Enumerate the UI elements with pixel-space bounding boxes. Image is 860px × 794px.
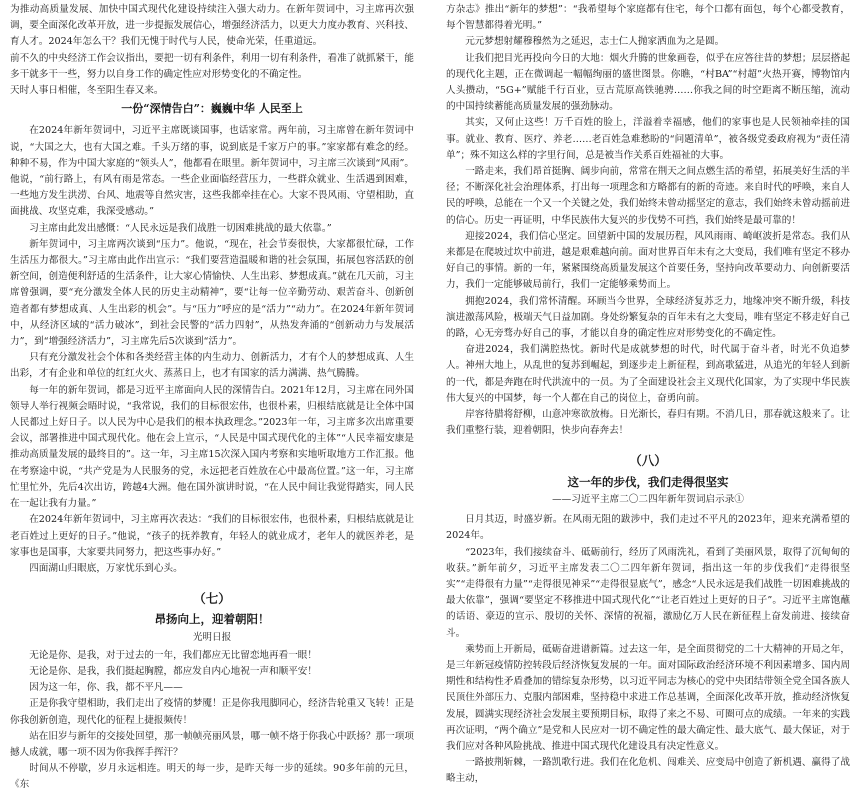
section-8-title: 这一年的步伐，我们走得很坚实	[567, 474, 729, 489]
right-paragraph-2: 元元梦想射耀穆穆然为之延迟，志士仁人抛家洒血为之是圆。	[465, 36, 725, 48]
lead-paragraph-4: 只有充分激发社会个体和各类经营主体的内生动力、创新活力，才有个人的梦想成真、人生出彩，才有企业和单位的红红火火、蒸蒸日上，也才有国家的活力满满、热气腾腾。	[10, 352, 414, 380]
lead-paragraph-3: 新年贺词中，习主席两次谈到“压力”。他说，“现在，社会节奏很快，大家都很忙碌，工作生活压力都很大。”习主席由此作出宣示：“我们要营造温暖和谐的社会氛围，拓展包容活跃的创新空间，创造便利舒适的生活条件，让大家心情愉快、人生出彩、梦想成真。”就在几天前，习主席曾强调，要“充分激发全体人民的历史主动精神”，要“让每一位辛勤劳动、艰苦奋斗、创新创造者都有梦想成真、人生出彩的机会”。与“压力”呼应的是“活力”“动力”。在2024年新年贺词中，从经济区域的“活力破冰”，到社会民警的“活力四射”，从热发奔涌的“创新动力与发展活力”，到“增强经济活力”，习主席先后5次谈到“活力”。	[10, 238, 414, 348]
section-7-title: 昂扬向上，迎着朝阳！	[154, 612, 270, 627]
left-column	[10, 2, 414, 791]
lead-section-title: 一份“深情告白”：巍巍中华 人民至上	[121, 102, 303, 116]
right-paragraph-6: 迎接2024，我们信心坚定。回望新中国的发展历程，风风雨雨、崎岖波折是常态。我们从来都是在爬坡过坎中前进，越是艰难越向前。面对世界百年未有之大变局，我们唯有坚定不移办好自己的事情。新的一年，紧紧围绕高质量发展这个首要任务，坚持向改革要动力、向创新要活力，我们一定能够破局前行，我们一定能够乘势而上。	[446, 230, 850, 291]
intro-paragraph-3: 天时人事日相催，冬至阳生春又来。	[10, 85, 164, 97]
section-7-paragraph-4: 正是你我守望相助，我们走出了疫情的梦魇！正是你我甩脚同心，经济告轮重又飞转！正是你我创新创造，现代化的征程上捷报频传！	[10, 698, 414, 726]
right-paragraph-4: 其实，又何止这些！万千百姓的脸上，洋溢着幸福感，他们的家事也是人民领袖牵挂的国事。就业、教育、医疗、养老……老百姓急难愁盼的“问题清单”，被各级党委政府视为“责任清单”；殊不知这么样的字里行间，总是被当作关系百姓福祉的大事。	[446, 117, 850, 161]
right-column	[446, 2, 850, 785]
lead-paragraph-7: 四面湖山归眼底，万家忧乐到心头。	[29, 562, 183, 574]
section-7-author: 光明日报	[192, 631, 232, 643]
section-7-paragraph-2: 无论是你、是我，我们挺起胸膛，都应发自内心地祝一声和顺平安！	[29, 665, 317, 677]
lead-paragraph-6: 在2024年新年贺词中，习主席再次表达：“我们的目标很宏伟，也很朴素，归根结底就是让老百姓过上更好的日子。”他说，“孩子的抚养教育，年轻人的就业成才，老年人的就医养老，是家事也是国事，大家要共同努力，把这些事办好。”	[10, 514, 414, 558]
section-8-paragraph-3: 乘势而上开新局，砥砺奋进谱新篇。过去这一年，是全面贯彻党的二十大精神的开局之年，是三年新冠疫情防控转段后经济恢复发展的一年。面对国际政治经济环境不利因素增多、国内周期性和结构性矛盾叠加的错综复杂形势，以习近平同志为核心的党中央团结带领全党全国各族人民顶住外部压力、克服内部困难，坚持稳中求进工作总基调，全面深化改革开放，推动经济恢复发展，圆满实现经济社会发展主要预期目标，取得了来之不易、可圈可点的成绩。一年来的实践再次证明，“两个确立”是党和人民应对一切不确定性的最大确定性、最大底气、最大保证，对于我们应对各种风险挑战、推进中国式现代化建设具有决定性意义。	[446, 643, 850, 752]
section-8-body	[446, 512, 850, 787]
right-paragraph-7: 拥抱2024，我们常怀清醒。环顾当今世界，全球经济复苏乏力，地缘冲突不断升级，科技演进激荡风险，极端天气日益加剧。身处纷繁复杂的百年未有之大变局，唯有坚定不移走好自己的路，心无旁骛办好自己的事，才能以自身的确定性应对形势变化的不确定性。	[446, 295, 850, 340]
lead-paragraph-2: 习主席由此发出感慨：“人民永远是我们战胜一切困难挑战的最大依靠。”	[29, 222, 332, 234]
lead-section-body	[10, 123, 414, 577]
right-paragraph-8: 奋进2024，我们满腔热忱。新时代是成就梦想的时代，时代属于奋斗者，时光不负追梦人。神州大地上，从乱世的复苏到崛起，到逐步走上新征程，到高歌猛进，从追光的年轻人到新的一代，都是奔跑在时代洪流中的一员。为了全面建设社会主义现代化国家，为了实现中华民族伟大复兴的中国梦，每一个人都在自己的岗位上，奋勇向前。	[446, 344, 850, 404]
right-paragraph-1: 方杂志》推出“新年的梦想”：“我希望每个家庭都有住宅，每个口都有面包，每个心都受教育，每个智慧都得着光明。”	[446, 4, 850, 32]
section-8-paragraph-2: “2023年，我们接续奋斗、砥砺前行，经历了风雨洗礼，看到了美丽风景，取得了沉甸甸的收获。”新年前夕，习近平主席发表二〇二四年新年贺词，指出这一年的步伐我们“走得很坚实”“走得很有力量”“走得很见神采”“走得很显底气”，感念“人民永远是我们战胜一切困难挑战的最大依靠”，强调“要坚定不移推进中国式现代化”“让老百姓过上更好的日子”。习近平主席饱蘸的话语、豪迈的宣示、殷切的关怀、深情的祝福，激励亿万人民在新征程上奋发前进、接续奋斗。	[446, 546, 850, 639]
section-8-number: （八）	[629, 453, 667, 469]
section-7-paragraph-1: 无论是你、是我，对于过去的一年，我们都应无比留恋地再看一眼！	[29, 649, 317, 661]
section-8-paragraph-1: 日月其迈，时盛岁新。在风雨无阻的跋涉中，我们走过不平凡的2023年，迎来充满希望的2024年。	[446, 514, 850, 542]
right-paragraph-9: 岸容待腊将舒柳，山意冲寒欲放梅。日光渐长，春归有期。不消几日，那春就这般来了。让我们重整行装，迎着朝阳，快步向春奔去！	[446, 409, 850, 437]
intro-block	[10, 2, 414, 99]
section-7-body	[10, 648, 414, 794]
section-7-paragraph-5: 站在旧岁与新年的交接处回望，那一帧帧亮丽风景，哪一帧不烙于你我心中跃扬？那一项项撼人成就，哪一项不因为你我挥手挥汗？	[10, 730, 414, 758]
right-top-block	[446, 2, 850, 439]
section-7-paragraph-6: 时间从不停歇，岁月永远相连。明天的每一步，是昨天每一步的延续。90多年前的元旦，《东	[10, 763, 414, 791]
intro-paragraph-2: 前不久的中央经济工作会议指出，要把一切有利条件，利用一切有利条件，看准了就抓紧干，能多干就多干一些，努力以自身工作的确定性应对形势变化的不确定性。	[10, 52, 414, 80]
section-8-paragraph-4: 一路披荆斩棘，一路凯歌行进。我们在化危机、闯难关、应变局中创造了新机遇、赢得了战略主动，	[446, 757, 850, 785]
right-paragraph-3: 让我们把目光再投向今日的大地：烟火升腾的世象画卷，似乎在应答往昔的梦想；层层搭起的现代化主题，正在微调起一幅幅绚丽的盛世图景。你瞧，“村BA”“村超”火热开赛，博物馆内人头攒动，“5G+”赋能千行百业，豆古荒原高铁驰骋……你我之间的时空距离不断压缩，流动的中国持续蓄能高质量发展的强劲脉动。	[446, 52, 850, 113]
section-7-number: （七）	[193, 591, 231, 607]
lead-paragraph-5: 每一年的新年贺词，都是习近平主席面向人民的深情告白。2021年12月，习主席在同外国领导人举行视频会晤时说，“我常说，我们的目标很宏伟，也很朴素，归根结底就是让全体中国人民都过上好日子。以人民为中心是我们的根本执政理念。”2023年一年，习主席多次出席重要会议，部署推进中国式现代化。他在会上宣示，“人民是中国式现代化的主体”“人民幸福安康是推动高质量发展的最终目的”。这一年，习主席15次深入国内考察和实地听取地方工作汇报。他在考察途中说，“共产党是为人民服务的党，永远把老百姓放在心中最高位置。”这一年，习主席忙里忙外，先后4次出访，跨越4大洲。他在国外演讲时说，“在人民中间让我觉得踏实，同人民在一起让我有力量。”	[10, 384, 414, 510]
section-7-paragraph-3: 因为这一年，你、我，都不平凡——	[29, 682, 183, 694]
lead-paragraph-1: 在2024年新年贺词中，习近平主席既谈国事，也话家常。两年前，习主席曾在新年贺词中说，“大国之大，也有大国之难。千头万绪的事，说到底是千家万户的事。”家家都有难念的经。种种不易，作为中国大家庭的“领头人”，他都看在眼里。新年贺词中，习主席三次谈到“风雨”。他说，“前行路上，有风有雨是常态。一些企业面临经营压力，一些群众就业、生活遇到困难，一些地方发生洪涝、台风、地震等自然灾害，这些我都牵挂在心。大家不畏风雨、守望相助，直面挑战、攻坚克难，我深受感动。”	[10, 125, 414, 218]
right-paragraph-5: 一路走来，我们昂首挺胸、阔步向前，常常在荆天之间点燃生活的希望，拓展美好生活的半径；不断深化社会治理体系，打出每一项理念和方略都有的新的奇迹。来自时代的呼唤，来自人民的呼唤，总能在一个又一个关键之处，我们始终未曾动摇坚定的意志，我们始终未曾动摇前进的信心。历史一再证明，中华民族伟大复兴的步伐势不可挡，我们始终是最可靠的！	[446, 166, 850, 226]
section-8-subtitle: ——习近平主席二〇二四年新年贺词启示录①	[552, 493, 744, 505]
intro-paragraph-1: 为推动高质量发展、加快中国式现代化建设持续注入强大动力。在新年贺词中，习主席再次强调，要全面深化改革开放，进一步提振发展信心，增强经济活力，以更大力度办教育、兴科技、育人才。2024年怎么干？我们无愧于时代与人民，使命光荣，任重道远。	[10, 4, 414, 48]
